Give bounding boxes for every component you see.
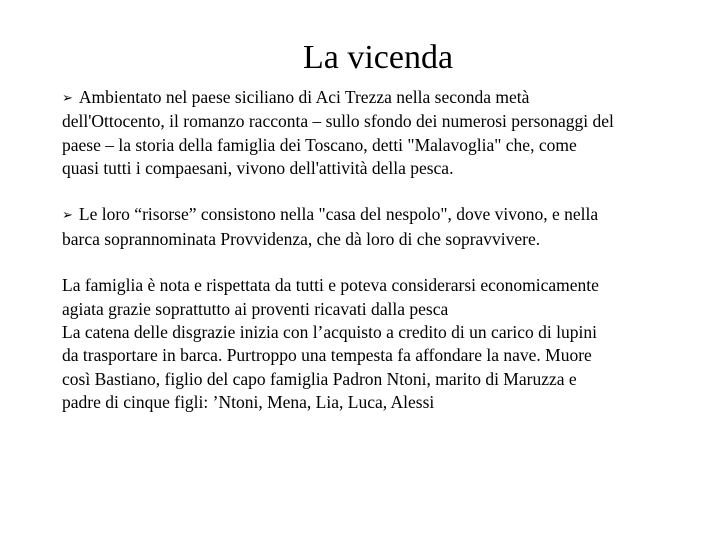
arrow-bullet-icon: ➢ <box>62 208 73 224</box>
paragraph-line: agiata grazie soprattutto ai proventi ricavati dalla pesca <box>62 298 449 319</box>
bullet-line: quasi tutti i compaesani, vivono dell'attività della pesca. <box>62 157 454 178</box>
paragraph-line: da trasportare in barca. Purtroppo una tempesta fa affondare la nave. Muore <box>62 345 592 366</box>
paragraph-line: La catena delle disgrazie inizia con l’acquisto a credito di un carico di lupini <box>62 321 597 342</box>
arrow-bullet-icon: ➢ <box>62 91 73 106</box>
paragraph-line: così Bastiano, figlio del capo famiglia Padron Ntoni, marito di Maruzza e <box>62 368 577 389</box>
spacer <box>62 180 702 203</box>
bullet-item-2 <box>62 203 702 251</box>
slide-content <box>62 86 702 414</box>
bullet-line <box>62 203 702 227</box>
body-paragraph <box>62 274 702 414</box>
bullet-line: paese – la storia della famiglia dei Toscano, detti "Malavoglia" che, come <box>62 134 577 155</box>
bullet-line: barca soprannominata Provvidenza, che dà loro di che sopravvivere. <box>62 228 541 249</box>
slide-title: La vicenda <box>302 39 454 76</box>
paragraph-line: padre di cinque figli: ’Ntoni, Mena, Lia, Luca, Alessi <box>62 391 435 412</box>
bullet-line <box>62 86 702 110</box>
bullet-line: dell'Ottocento, il romanzo racconta – sullo sfondo dei numerosi personaggi del <box>62 111 614 132</box>
bullet-item-1 <box>62 86 702 180</box>
paragraph-line: La famiglia è nota e rispettata da tutti e poteva considerarsi economicamente <box>62 275 599 296</box>
bullet-text: Le loro “risorse” consistono nella "casa del nespolo", dove vivono, e nella <box>78 204 599 225</box>
spacer <box>62 251 702 274</box>
bullet-text: Ambientato nel paese siciliano di Aci Trezza nella seconda metà <box>78 87 530 107</box>
